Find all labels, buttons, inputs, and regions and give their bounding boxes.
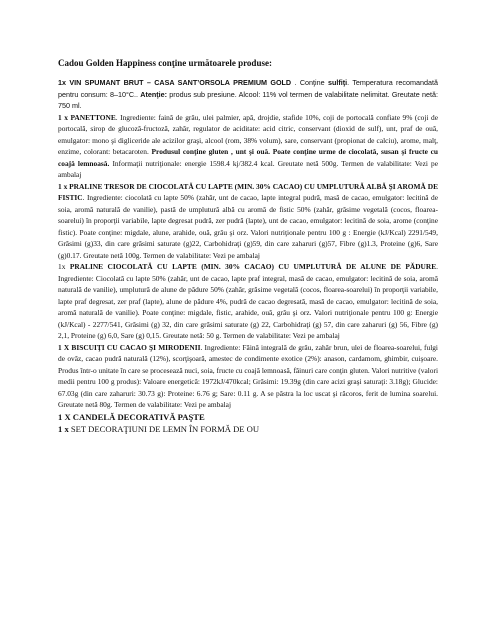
item-panettone-qty: 1 x [58,112,71,122]
item-wine-text-1: . Conţine [291,78,328,87]
document-page [58,58,438,435]
item-wine-warning: Atenţie: [140,89,168,99]
item-panettone-nutrition: Informaţii nutriţionale: energie 1598.4 kj/382.4 kcal. Greutate netă 500g. Termen de valabilitate: Vezi pe ambalaj [58,158,438,179]
item-candle: 1 X CANDELĂ DECORATIVĂ PAŞTE [58,411,205,422]
item-panettone-allergens: Produsul conţine gluten , unt şi ouă. Poate conţine urme de ciocolată, susan şi fructe cu coajă lemnoasă. [58,147,438,168]
item-wine-sulfites: sulfiţi [327,78,348,87]
item-wine [58,77,438,112]
item-praline-pistachio-nutrition: Valori nutriţionale pentru 100 g : Energie (kJ/Kcal) 2291/549, Grăsimi (g)33, din care grăsimi saturate (g)22, Carbohidraţi (g)59, din care zaharuri (g)57, Fibre (g)1.3, Proteine (g)6, Sare (g)0.17. Greutate netă 100g. Termen de valabilitate: Vezi pe ambalaj [58,227,438,260]
item-wine-text-3: produs sub presiune. Alcool: 11% vol termen de valabilitate nelimitat. Greutate netă: 750 ml. [58,89,438,110]
item-wooden-set [58,423,438,435]
item-praline-pistachio [58,181,438,262]
item-praline-hazelnut-qty: 1x [58,262,70,271]
item-panettone [58,112,438,181]
item-wine-text-2: . Temperatura recomandată pentru consum: 8–10°C.. [58,78,438,99]
item-praline-hazelnut-ingredients: . Ingrediente: Ciocolată cu lapte 50% (zahăr, unt de cacao, lapte praf integral, masă de cacao, emulgator: lecitină de soia, aromă naturală de vanilie), umplutură de alune de pădure 50% (zahăr, grăsime vegetală (cocos, floarea-soarelui) în proporţii variabile, lapte praf degresat, zer praf (lapte), alune de pădure 4%, pudră de cacao degresată, masă de cacao, emulgator: lecitină de soia, aromă naturală de vanilie). Poate conţine: migdale, fistic, arahide, ouă, grâu şi orz. [58,262,438,317]
item-biscuits-ingredients: . Ingrediente: Făină integrală de grâu, zahăr brun, ulei de floarea-soarelui, fulgi de ovăz, cacao pudră naturală (12%), scorţişoară, amestec de condimente exotice (2%): anason, cardamom, ghimbir, cuişoare. Produs într-o unitate în care se procesează nuci, soia, fructe cu coajă lemnoasă, făinuri care conţin gluten. Valori nutritive (valori medii pentru 100 g produs): Valoare energetică: 1972kJ/470kcal; Grăsimi: 19.39g (din care acizi graşi saturaţi: 3.18g); Glucide: 67.03g (din care zaharuri: 30.73 g): Proteine: 6.76 g; Sare: 0.11 g. A se păstra la loc uscat şi răcoros, ferit de lumina soarelui. Greutate netă 80g. Termen de valabilitate: Vezi pe ambalaj [58,342,438,409]
item-wooden-set-label: SET DECORAŢIUNI DE LEMN ÎN FORMĂ DE OU [68,423,260,434]
item-wine-heading: 1x VIN SPUMANT BRUT – CASA SANT’ORSOLA PREMIUM GOLD [58,78,292,87]
item-praline-pistachio-heading: 1 x PRALINE TRESOR DE CIOCOLATĂ CU LAPTE (MIN. 30% CACAO) CU UMPLUTURĂ ALBĂ ŞI AROMĂ DE FISTIC [58,181,438,202]
item-praline-pistachio-ingredients: . Ingrediente: ciocolată cu lapte 50% (zahăr, unt de cacao, lapte integral pudră, masă de cacao, emulgator: lecitină de soia, aromă naturală de vanilie), pastă de umplutură albă cu aromă de fistic 50% (zahăr, grăsime vegetală (cocos, floarea-soarelui) în proporţii variabile, lapte degresat pudră, zer pudră (lapte), unt de cacao, emulgator: lecitină de soia, arome (conţine fistic). Poate conţine: migdale, alune, arahide, ouă, grâu şi orz. [58,193,438,237]
item-praline-hazelnut [58,261,438,342]
item-biscuits [58,342,438,411]
item-panettone-name: PANETTONE [70,112,116,122]
item-biscuits-heading: 1 X BISCUIŢI CU CACAO ŞI MIRODENII [58,342,201,352]
item-panettone-ingredients: . Ingrediente: faină de grâu, ulei palmier, apă, drojdie, stafide 10%, coji de portocală confiate 9% (coji de portocală, sirop de glucoză-fructoză, zahăr, regulator de aciditate: acid citric, conservant (dioxid de sulf), unt, praf de ouă, emulgator: mono şi digliceride ale acizilor graşi, alcool (rom, 38% volum), sare, conservant (propionat de calciu), arome, malţ, enzime, colorant: betacaroten. [58,112,438,156]
item-wooden-set-qty: 1 x [58,423,69,434]
item-praline-hazelnut-heading: PRALINE CIOCOLATĂ CU LAPTE (MIN. 30% CACAO) CU UMPLUTURĂ DE ALUNE DE PĂDURE [69,262,437,271]
item-praline-hazelnut-nutrition: Valori nutriţionale pentru 100 g: Energie (kJ/Kcal) - 2277/541, Grăsimi (g) 32, din care grăsimi saturate (g) 22, Carbohidraţi (g) 57, din care zaharuri (g) 56, Fibre (g) 2,1, Proteine (g) 6,0, Sare (g) 0,15. Greutate netă: 50 g. Termen de valabilitate: Vezi pe ambalaj [58,308,438,340]
document-title: Cadou Golden Happiness conţine următoarele produse: [58,58,272,68]
